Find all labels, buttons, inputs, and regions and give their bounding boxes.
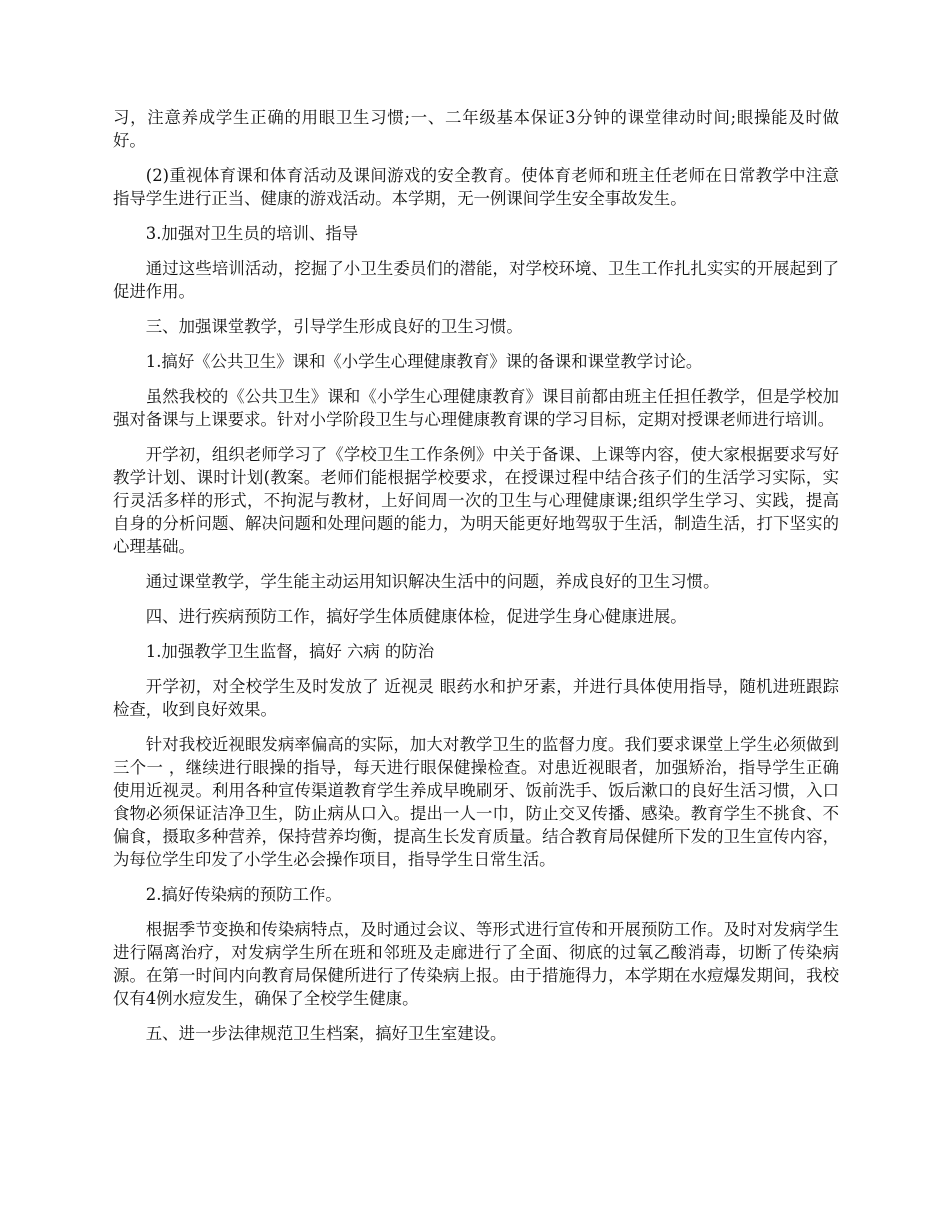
paragraph-15: 根据季节变换和传染病特点，及时通过会议、等形式进行宣传和开展预防工作。及时对发病学生进行隔离治疗，对发病学生所在班和邻班及走廊进行了全面、彻底的过氧乙酸消毒，切断了传染病源。在第一时间内向教育局保健所进行了传染病上报。由于措施得力，本学期在水痘爆发期间，我校仅有4例水痘发生，确保了全校学生健康。 (113, 920, 839, 1008)
paragraph-1: 习，注意养成学生正确的用眼卫生习惯;一、二年级基本保证3分钟的课堂律动时间;眼操能及时做好。 (113, 108, 839, 150)
paragraph-12: 开学初，对全校学生及时发放了 近视灵 眼药水和护牙素，并进行具体使用指导，随机进班跟踪检查，收到良好效果。 (113, 677, 839, 719)
paragraph-13: 针对我校近视眼发病率偏高的实际，加大对教学卫生的监督力度。我们要求课堂上学生必须做到 三个一 ，继续进行眼操的指导，每天进行眼保健操检查。对患近视眼者，加强矫治，指导学生正确使用近视灵。利用各种宣传渠道教育学生养成早晚刷牙、饭前洗手、饭后漱口的良好生活习惯，入口食物必须保证洁净卫生，防止病从口入。提出一人一巾，防止交叉传播、感染。教育学生不挑食、不偏食，摄取多种营养，保持营养均衡，提高生长发育质量。结合教育局保健所下发的卫生宣传内容，为每位学生印发了小学生必会操作项目，指导学生日常生活。 (113, 735, 839, 869)
paragraph-6: 1.搞好《公共卫生》课和《小学生心理健康教育》课的备课和课堂教学讨论。 (145, 352, 703, 371)
paragraph-7: 虽然我校的《公共卫生》课和《小学生心理健康教育》课目前都由班主任担任教学，但是学校加强对备课与上课要求。针对小学阶段卫生与心理健康教育课的学习目标，定期对授课老师进行培训。 (113, 387, 839, 429)
paragraph-8: 开学初，组织老师学习了《学校卫生工作条例》中关于备课、上课等内容，使大家根据要求写好教学计划、课时计划(教案。老师们能根据学校要求，在授课过程中结合孩子们的生活学习实际，实行灵活多样的形式，不拘泥与教材，上好间周一次的卫生与心理健康课;组织学生学习、实践，提高自身的分析问题、解决问题和处理问题的能力，为明天能更好地驾驭于生活，制造生活，打下坚实的心理基础。 (113, 445, 839, 556)
document-body (113, 106, 839, 1057)
paragraph-9: 通过课堂教学，学生能主动运用知识解决生活中的问题，养成良好的卫生习惯。 (145, 572, 720, 591)
paragraph-3: 3.加强对卫生员的培训、指导 (145, 224, 359, 243)
paragraph-14: 2.搞好传染病的预防工作。 (145, 885, 342, 904)
paragraph-5: 三、加强课堂教学，引导学生形成良好的卫生习惯。 (145, 317, 523, 336)
paragraph-16: 五、进一步法律规范卫生档案，搞好卫生室建设。 (145, 1024, 507, 1043)
paragraph-11: 1.加强教学卫生监督，搞好 六病 的防治 (145, 642, 435, 661)
paragraph-4: 通过这些培训活动，挖掘了小卫生委员们的潜能，对学校环境、卫生工作扎扎实实的开展起到了促进作用。 (113, 259, 839, 301)
paragraph-2: (2)重视体育课和体育活动及课间游戏的安全教育。使体育老师和班主任老师在日常教学中注意指导学生进行正当、健康的游戏活动。本学期，无一例课间学生安全事故发生。 (113, 166, 839, 208)
paragraph-10: 四、进行疾病预防工作，搞好学生体质健康体检，促进学生身心健康进展。 (145, 607, 687, 626)
